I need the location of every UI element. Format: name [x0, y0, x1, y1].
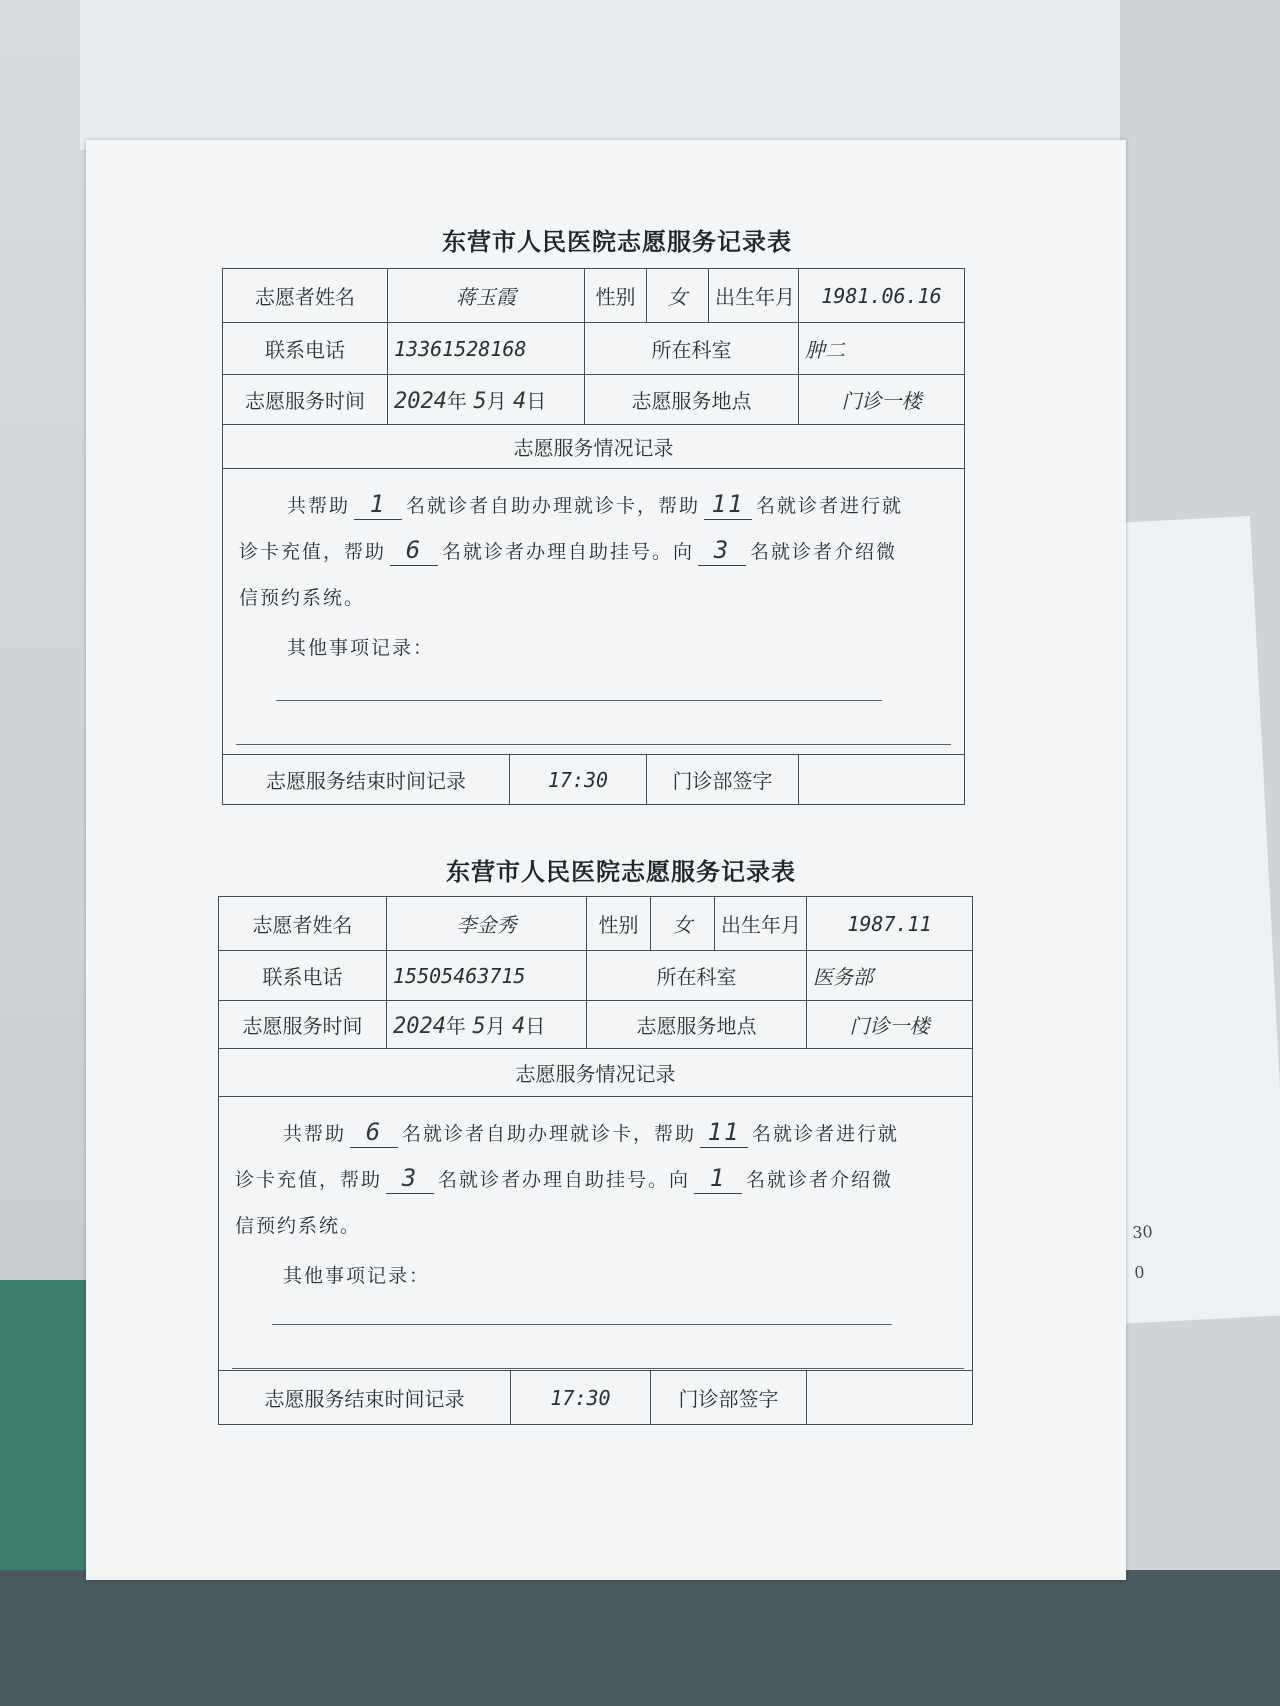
- birth-label: 出生年月: [709, 269, 799, 323]
- sign-value: [799, 755, 965, 805]
- dept-value: 肿二: [799, 323, 965, 375]
- record-text: 诊卡充值，帮助: [239, 541, 387, 563]
- phone-label: 联系电话: [219, 951, 387, 1001]
- page-top-fold: [80, 0, 1120, 150]
- other-line: [236, 744, 951, 745]
- count-self-register: 6: [390, 535, 438, 566]
- phone-label: 联系电话: [223, 323, 388, 375]
- other-line: [276, 700, 882, 701]
- end-time-value: 17:30: [510, 755, 647, 805]
- record-text: 名就诊者办理自助挂号。向: [438, 1169, 691, 1191]
- service-month: 5: [473, 389, 487, 414]
- time-label: 志愿服务时间: [223, 375, 388, 425]
- count-self-register: 3: [386, 1163, 434, 1194]
- name-value: 李金秀: [387, 897, 587, 951]
- gender-label: 性别: [587, 897, 651, 951]
- record-text: 名就诊者自助办理就诊卡，帮助: [402, 1123, 697, 1145]
- end-time-label: 志愿服务结束时间记录: [223, 755, 510, 805]
- year-unit: 年: [446, 389, 467, 413]
- record-text: 名就诊者进行就: [752, 1123, 900, 1145]
- dept-value: 医务部: [807, 951, 973, 1001]
- form-table: [222, 268, 965, 805]
- service-day: 4: [511, 1014, 526, 1039]
- end-time-label: 志愿服务结束时间记录: [219, 1371, 511, 1425]
- section-title: 志愿服务情况记录: [223, 425, 965, 469]
- phone-value: 15505463715: [387, 951, 587, 1001]
- record-text: 诊卡充值，帮助: [235, 1169, 383, 1191]
- record-text: 共帮助: [287, 495, 351, 517]
- gender-value: 女: [651, 897, 715, 951]
- sign-value: [807, 1371, 973, 1425]
- record-text: 共帮助: [283, 1123, 347, 1145]
- phone-value: 13361528168: [388, 323, 585, 375]
- service-month: 5: [472, 1014, 486, 1039]
- month-unit: 月: [485, 1014, 506, 1038]
- dept-label: 所在科室: [587, 951, 807, 1001]
- location-value: 门诊一楼: [807, 1001, 973, 1049]
- day-unit: 日: [526, 389, 547, 413]
- name-label: 志愿者姓名: [223, 269, 388, 323]
- other-label: 其他事项记录：: [287, 637, 435, 659]
- count-card-apply: 1: [354, 489, 402, 520]
- count-wechat-intro: 3: [698, 535, 746, 566]
- time-label: 志愿服务时间: [219, 1001, 387, 1049]
- record-text: 名就诊者办理自助挂号。向: [442, 541, 695, 563]
- name-label: 志愿者姓名: [219, 897, 387, 951]
- birth-value: 1981.06.16: [799, 269, 965, 323]
- count-wechat-intro: 1: [694, 1163, 742, 1194]
- record-text: 名就诊者进行就: [756, 495, 904, 517]
- year-unit: 年: [445, 1014, 466, 1038]
- location-label: 志愿服务地点: [587, 1001, 807, 1049]
- other-line: [272, 1324, 892, 1325]
- other-label: 其他事项记录：: [283, 1265, 431, 1287]
- service-year: 2024: [393, 1014, 446, 1039]
- location-value: 门诊一楼: [799, 375, 965, 425]
- section-title: 志愿服务情况记录: [219, 1049, 973, 1097]
- month-unit: 月: [486, 389, 507, 413]
- paper-page: [86, 140, 1126, 1580]
- name-value: 蒋玉霞: [388, 269, 585, 323]
- record-text: 名就诊者介绍微: [746, 1169, 894, 1191]
- day-unit: 日: [525, 1014, 546, 1038]
- end-time-value: 17:30: [511, 1371, 651, 1425]
- gender-label: 性别: [585, 269, 647, 323]
- count-card-apply: 6: [350, 1117, 398, 1148]
- form-title: 东营市人民医院志愿服务记录表: [446, 857, 796, 886]
- dept-label: 所在科室: [585, 323, 799, 375]
- location-label: 志愿服务地点: [585, 375, 799, 425]
- service-day: 4: [512, 389, 527, 414]
- form-table: [218, 896, 973, 1425]
- birth-label: 出生年月: [715, 897, 807, 951]
- sign-label: 门诊部签字: [651, 1371, 807, 1425]
- gender-value: 女: [647, 269, 709, 323]
- form-title: 东营市人民医院志愿服务记录表: [442, 227, 792, 256]
- service-record-body: [223, 469, 965, 755]
- record-text: 信预约系统。: [235, 1215, 362, 1237]
- background-bottom: [0, 1570, 1280, 1706]
- record-text: 名就诊者介绍微: [750, 541, 898, 563]
- side-sheet-mark-1: 30: [1131, 1222, 1154, 1243]
- service-year: 2024: [394, 389, 447, 414]
- other-line: [232, 1368, 964, 1369]
- record-text: 名就诊者自助办理就诊卡，帮助: [406, 495, 701, 517]
- record-text: 信预约系统。: [239, 587, 366, 609]
- count-card-recharge: 11: [700, 1117, 748, 1148]
- service-record-body: [219, 1097, 973, 1371]
- sign-label: 门诊部签字: [647, 755, 799, 805]
- birth-value: 1987.11: [807, 897, 973, 951]
- side-sheet-mark-2: 0: [1133, 1262, 1146, 1283]
- count-card-recharge: 11: [704, 489, 752, 520]
